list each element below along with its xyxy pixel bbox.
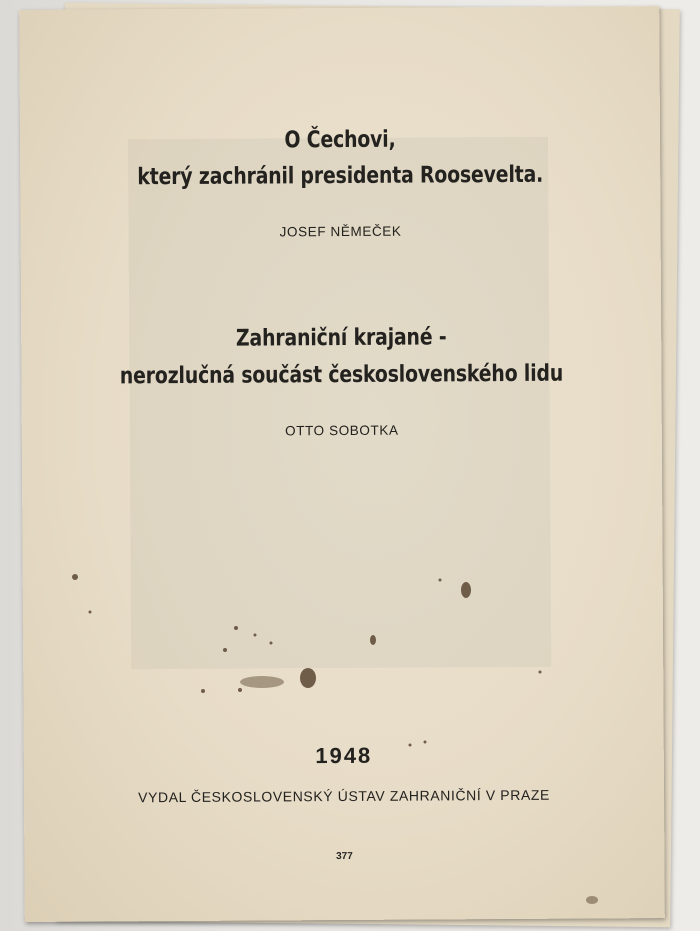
publisher-line: VYDAL ČESKOSLOVENSKÝ ÚSTAV ZAHRANIČNÍ V PRAZE xyxy=(138,786,550,806)
title-1-line-1: O Čechovi, xyxy=(284,126,396,154)
author-2: OTTO SOBOTKA xyxy=(285,422,399,439)
title-2-line-1: Zahraniční krajané - xyxy=(235,324,447,352)
faded-print-area xyxy=(128,137,551,670)
title-2-line-2: nerozlučná součást československého lidu xyxy=(119,360,564,390)
booklet-number: 377 xyxy=(336,850,353,863)
publication-year: 1948 xyxy=(315,742,373,769)
author-1: JOSEF NĚMEČEK xyxy=(279,223,402,240)
booklet-cover xyxy=(19,6,665,922)
title-1-line-2: který zachránil presidenta Roosevelta. xyxy=(137,161,544,191)
